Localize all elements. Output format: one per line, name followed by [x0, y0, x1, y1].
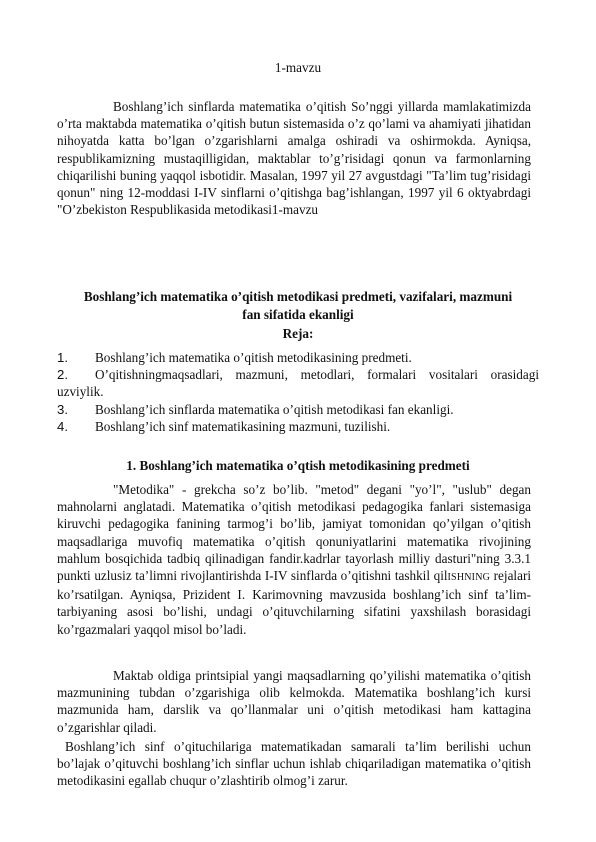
- section-paragraph: Maktab oldiga printsipial yangi maqsadlarning qo’yilishi matematika o’qitish mazmunining tubdan o’zgarishiga olib kelmokda. Matematika boshlang’ich kursi mazmunida ham, darslik va qo’llanmalar uni o’qitish metodikasi ham kattagina o’zgarishlar qiladi.: [57, 668, 531, 735]
- section-paragraph: Boshlang’ich sinf o’qituchilariga matematikadan samarali ta’lim berilishi uchun bo’lajak o’qituvchi boshlang’ich sinflar uchun ishlab chiqariladigan matematika o’qitish metodikasini egallab chuqur o’zlashtirib olmog’i zarur.: [57, 739, 531, 789]
- paragraph-text: rejalari ko’rsatilgan. Ayniqsa, Prizident I. Karimovning mavzusida boshlang’ich sinf ta’lim-tarbiyaning asosi bo’lishi, undagi o’qituvchilarning sifatini yaxshilash borasidagi ko’rgazmalari yaqqol misol bo’ladi.: [57, 568, 531, 637]
- plan-item-number: 2.: [57, 367, 68, 383]
- plan-item-text: Boshlang’ich sinflarda matematika o’qitish metodikasi fan ekanligi.: [95, 401, 454, 417]
- small-caps-text: ISHNING: [447, 572, 491, 584]
- intro-paragraph: Boshlang’ich sinflarda matematika o’qitish So’nggi yillarda mamlakatimizda o’rta maktabda matematika o’qitish butun sistemasida o’z qo’lami va ahamiyati jihatidan nihoyatda katta bo’lgan o’zgarishlarni amalga oshiradi va oshirmokda. Ayniqsa, respublikamizning mustaqilligidan, maktablar to’g’risidagi qonun va farmonlarning chiqarilishi buning yaqqol isbotidir. Masalan, 1997 yil 27 avgustdagi "Ta’lim tug’risidagi qonun" ning 12-moddasi I-IV sinflarni o’qitishga bag’ishlangan, 1997 yil 6 oktyabrdagi "O’zbekiston Respublikasida metodikasi1-mavzu: [57, 99, 531, 218]
- plan-item-number: 1.: [57, 350, 68, 365]
- plan-item: [57, 401, 539, 418]
- plan-item-number: 3.: [57, 401, 68, 417]
- plan-list: [57, 349, 539, 435]
- plan-item-number: 4.: [57, 418, 68, 434]
- section-title: 1. Boshlang’ich matematika o’qtish metodikasining predmeti: [126, 458, 470, 473]
- paragraph-text: "Metodika" - grekcha so’z bo’lib. "metod" degani "yo’l", "uslub" degan mahnolarni anglatadi. Matematika o’qitish metodikasi pedagogika fanlari sistemasiga kiruvchi pedagogika fanining tarmog’i bo’lib, jamiyat tomonidan qo’yilgan o’qitish maqsadlariga muvofiq matematika o’qitish qonuniyatlarini matematika rivojining mahlum bosqichida tadbiq qilinadigan fandir.kadrlar tayorlash milliy dasturi"ning 3.3.1 punkti uzlusiz ta’limni rivojlantirishda I-IV sinflarda o’qitishni tashkil qil: [57, 482, 531, 584]
- plan-heading: Reja:: [282, 326, 314, 341]
- section-paragraph: [57, 481, 531, 638]
- main-title-line2: fan sifatida ekanligi: [242, 307, 354, 322]
- plan-item-text: O’qitishningmaqsadlari, mazmuni, metodlari, formalari vositalari orasidagi uzviylik.: [57, 367, 539, 400]
- plan-item: [57, 349, 539, 366]
- topic-header: 1-mavzu: [274, 60, 322, 75]
- plan-item-text: Boshlang’ich matematika o’qitish metodikasining predmeti.: [95, 350, 412, 365]
- main-title: [57, 288, 539, 324]
- main-title-line1: Boshlang’ich matematika o’qitish metodikasi predmeti, vazifalari, mazmuni: [83, 289, 513, 304]
- plan-item: [57, 366, 539, 400]
- plan-item: [57, 418, 539, 435]
- plan-item-text: Boshlang’ich sinf matematikasining mazmuni, tuzilishi.: [95, 418, 391, 434]
